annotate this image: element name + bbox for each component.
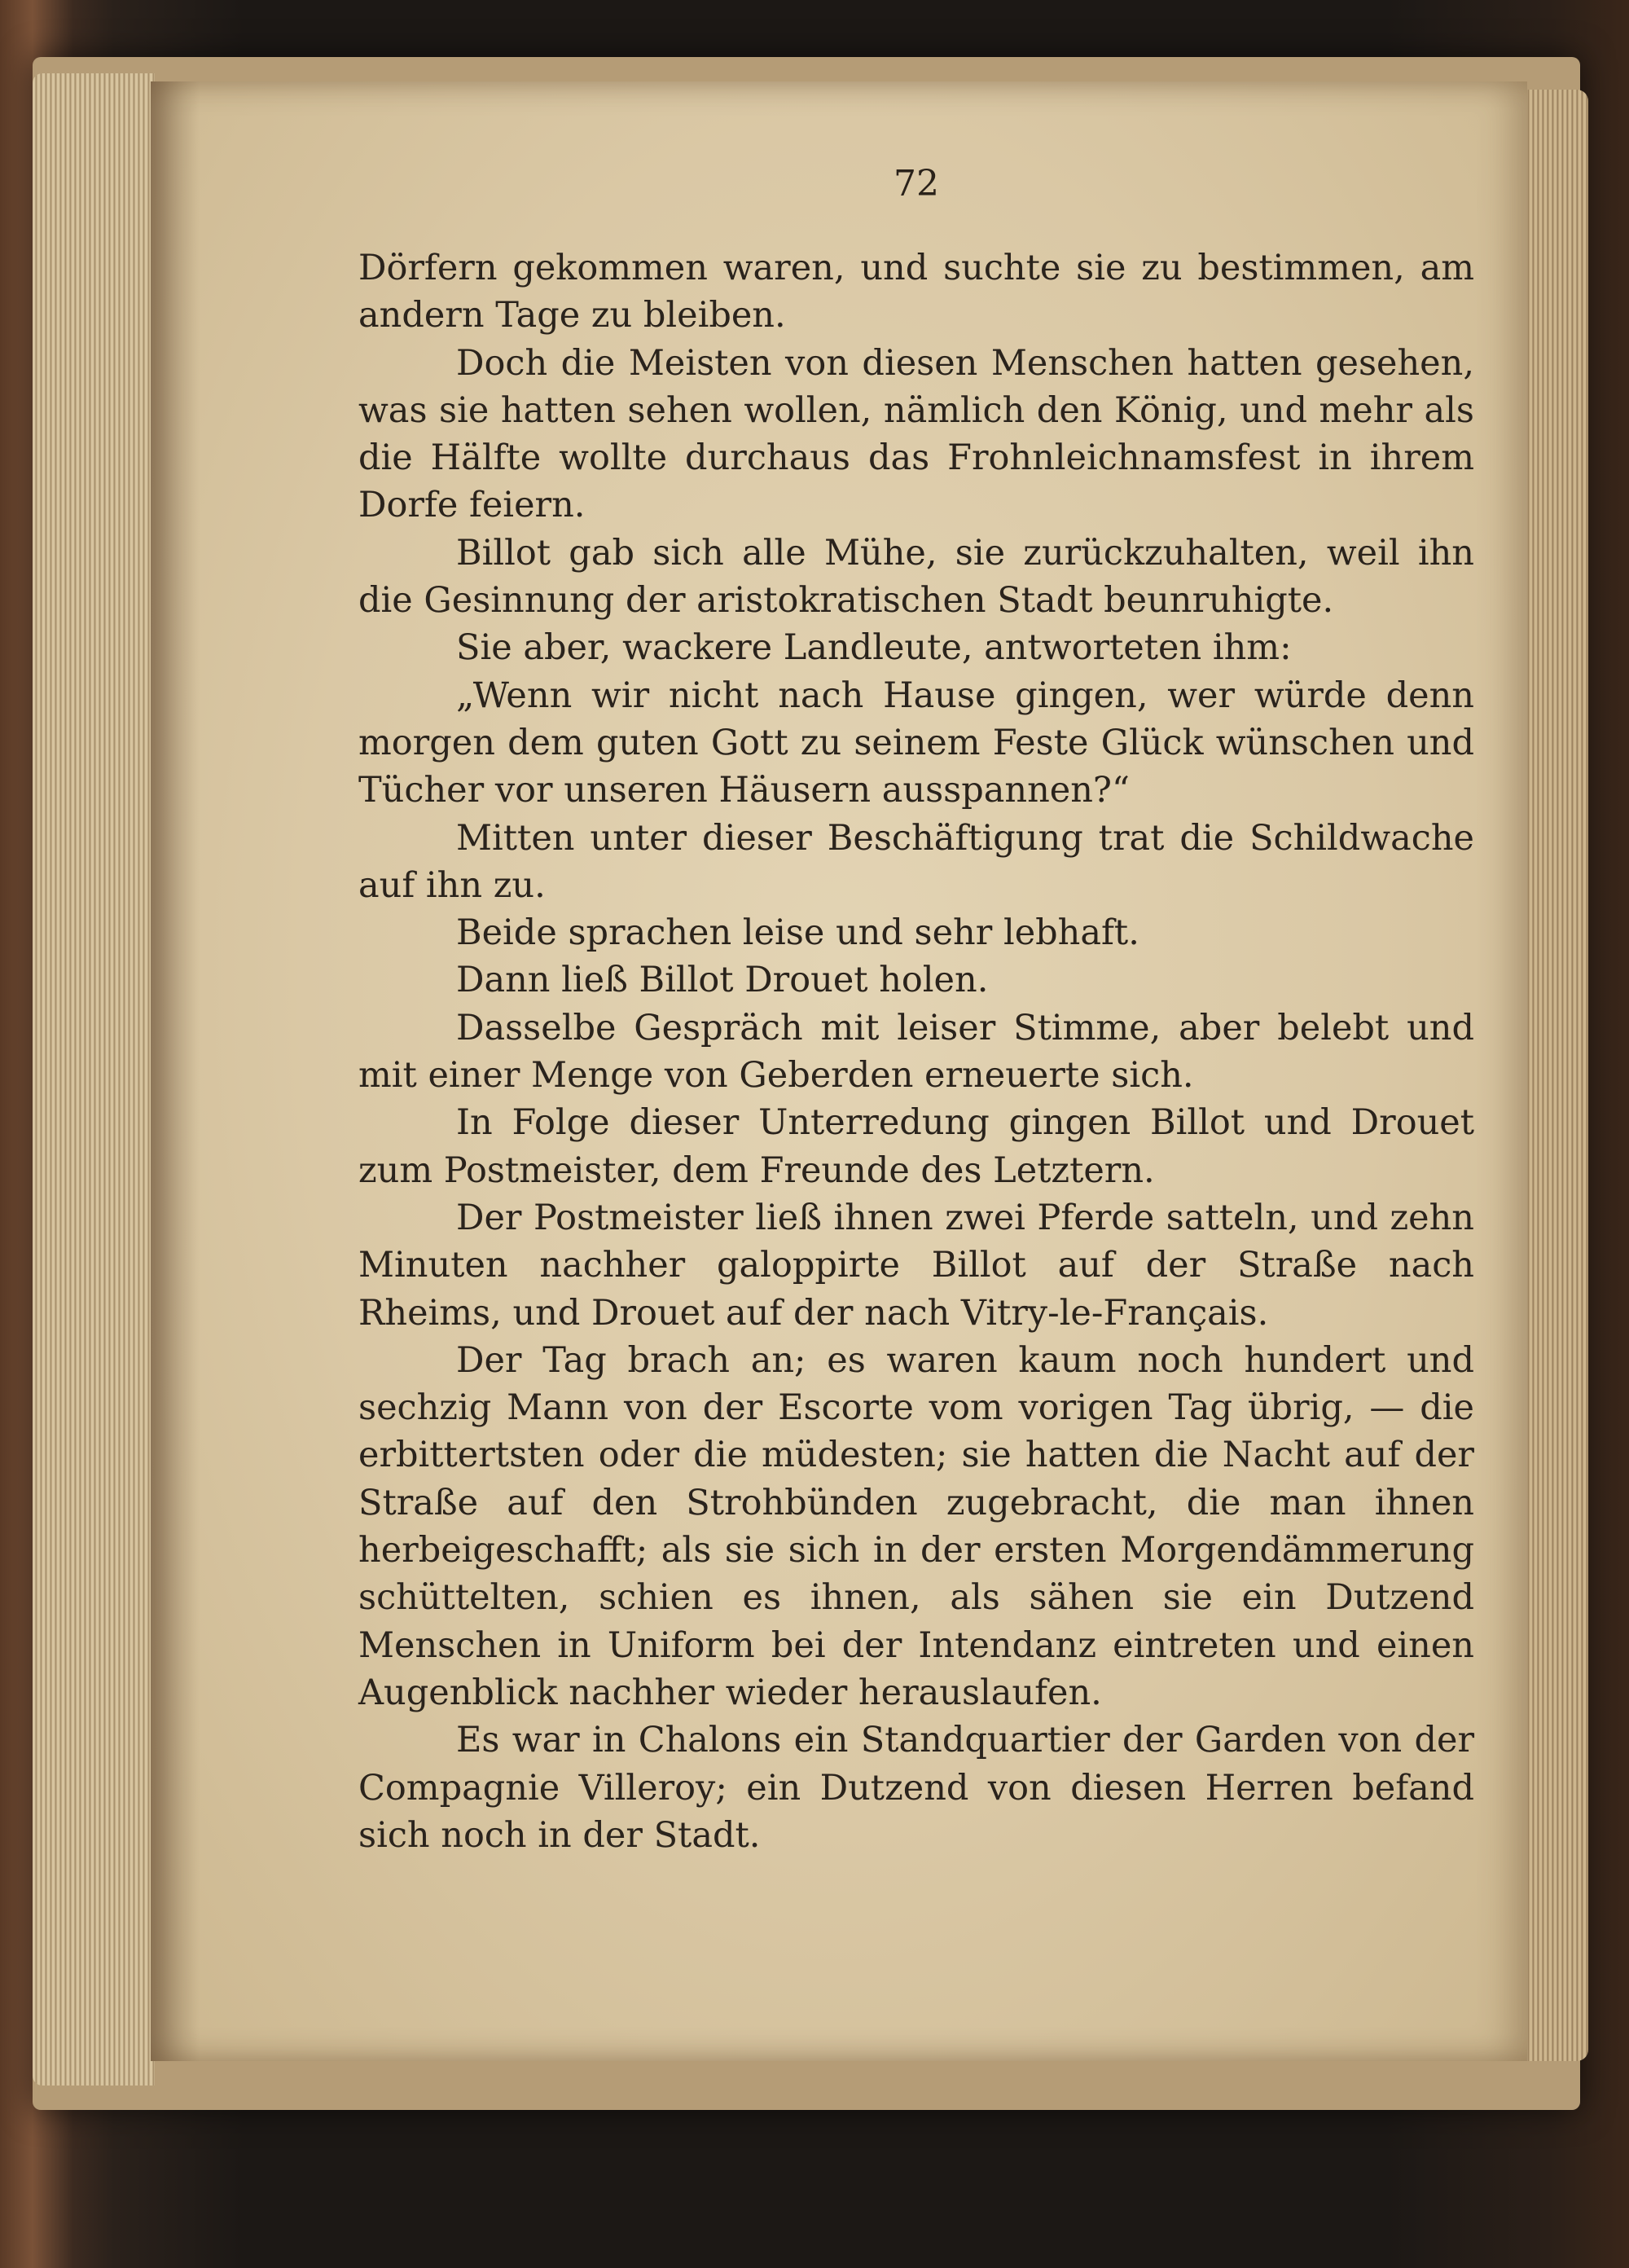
paragraph: Dasselbe Gespräch mit leiser Stimme, aber belebt und mit einer Menge von Geberden erneuerte sich. <box>358 1007 1474 1097</box>
left-page-edges <box>33 73 155 2086</box>
paragraph: Billot gab sich alle Mühe, sie zurückzuhalten, weil ihn die Gesinnung der aristokratischen Stadt beunruhigte. <box>358 532 1474 622</box>
paragraph: „Wenn wir nicht nach Hause gingen, wer würde denn morgen dem guten Gott zu seinem Feste Glück wünschen und Tücher vor unseren Häusern ausspannen?“ <box>358 675 1474 811</box>
paragraph: Dörfern gekommen waren, und suchte sie zu bestimmen, am andern Tage zu bleiben. <box>358 248 1474 336</box>
paragraph: Der Postmeister ließ ihnen zwei Pferde satteln, und zehn Minuten nachher galoppirte Billot auf der Straße nach Rheims, und Drouet auf der nach Vitry-le-Français. <box>358 1197 1474 1334</box>
paragraph: Sie aber, wackere Landleute, antworteten ihm: <box>456 627 1292 669</box>
page-number: 72 <box>894 163 939 204</box>
gutter-shadow <box>151 81 200 2061</box>
paragraph: In Folge dieser Unterredung gingen Billot und Drouet zum Postmeister, dem Freunde des Letztern. <box>358 1102 1474 1191</box>
paragraph: Doch die Meisten von diesen Menschen hatten gesehen, was sie hatten sehen wollen, nämlich den König, und mehr als die Hälfte wollte durchaus das Frohnleichnamsfest in ihrem Dorfe feiern. <box>358 342 1474 526</box>
body-text <box>358 244 1474 1859</box>
paragraph: Dann ließ Billot Drouet holen. <box>456 960 989 1001</box>
paragraph: Beide sprachen leise und sehr lebhaft. <box>456 912 1139 954</box>
paragraph: Der Tag brach an; es waren kaum noch hundert und sechzig Mann von der Escorte vom vorigen Tag übrig, — die erbittertsten oder die müdesten; sie hatten die Nacht auf der Straße auf den Strohbünden zugebracht, die man ihnen herbeigeschafft; als sie sich in der ersten Morgendämmerung schüttelten, schien es ihnen, als sähen sie ein Dutzend Menschen in Uniform bei der Intendanz eintreten und einen Augenblick nachher wieder herauslaufen. <box>358 1339 1474 1713</box>
paragraph: Mitten unter dieser Beschäftigung trat die Schildwache auf ihn zu. <box>358 817 1474 906</box>
paragraph: Es war in Chalons ein Standquartier der Garden von der Compagnie Villeroy; ein Dutzend von diesen Herren befand sich noch in der Stadt. <box>358 1720 1474 1856</box>
